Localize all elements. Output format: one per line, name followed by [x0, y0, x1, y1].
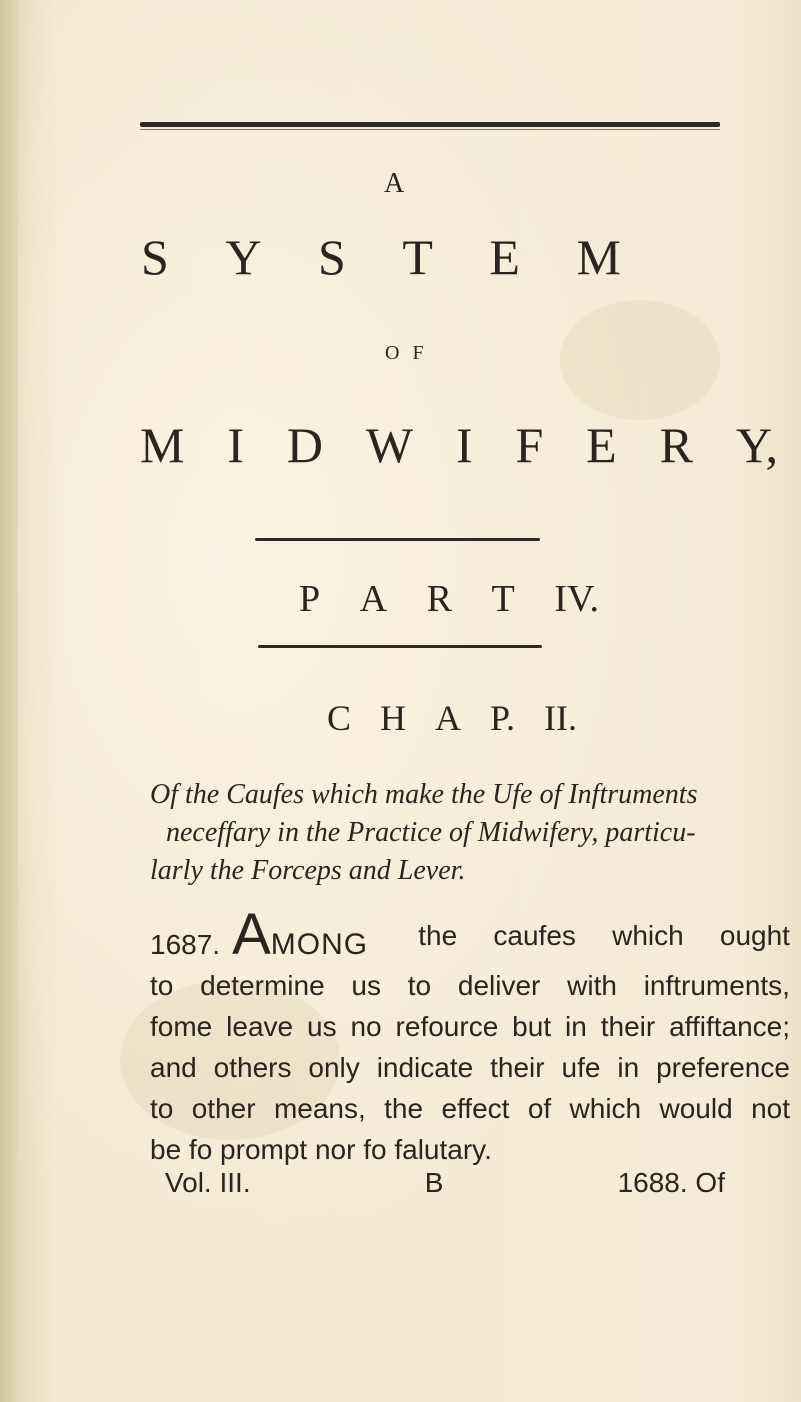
- word: determine: [200, 970, 325, 1001]
- signature-mark: B: [424, 1167, 444, 1198]
- word: fome: [150, 1011, 213, 1042]
- word: indicate: [376, 1052, 474, 1083]
- body-paragraph: [150, 902, 790, 1170]
- body-line: [150, 965, 790, 1006]
- subtitle-line: neceffary in the Practice of Midwifery, particu-: [166, 817, 696, 848]
- chapter-letter: II.: [543, 698, 577, 738]
- title-letter: T: [402, 229, 433, 285]
- word: only: [308, 1052, 360, 1083]
- word: their: [600, 1011, 656, 1042]
- body-line: [150, 1006, 790, 1047]
- word: no: [350, 1011, 382, 1042]
- title-article: A: [384, 168, 405, 199]
- body-line: [150, 1047, 790, 1088]
- chapter-letter: P.: [489, 698, 515, 738]
- paragraph-number: 1687.: [150, 929, 221, 960]
- word: which: [569, 1093, 642, 1124]
- first-word-caps: MONG: [270, 928, 369, 961]
- word: others: [213, 1052, 292, 1083]
- word: the: [418, 920, 458, 951]
- part-letter: A: [359, 578, 388, 620]
- word: ought: [719, 920, 790, 951]
- top-rule: [140, 122, 720, 127]
- word: leave: [226, 1011, 294, 1042]
- title-letter: F: [515, 417, 544, 473]
- title-letter: W: [365, 417, 414, 473]
- title-letter: S: [141, 229, 169, 285]
- title-letter: R: [659, 417, 693, 473]
- page-gutter: [0, 0, 18, 1402]
- body-line-first: [150, 902, 790, 967]
- word: would: [659, 1093, 733, 1124]
- title-of: O F: [385, 342, 428, 364]
- word: deliver: [457, 970, 541, 1001]
- word: affiftance;: [669, 1011, 790, 1042]
- word: the: [384, 1093, 424, 1124]
- word: of: [527, 1093, 552, 1124]
- word: which: [612, 920, 684, 951]
- part-rule-bottom: [258, 645, 542, 648]
- title-letter: E: [489, 229, 520, 285]
- part-letter: IV.: [554, 578, 599, 620]
- word: to: [150, 1093, 174, 1124]
- word: not: [751, 1093, 790, 1124]
- volume-number: Vol. III.: [165, 1167, 251, 1198]
- word: to: [407, 970, 432, 1001]
- word: preference: [656, 1052, 790, 1083]
- part-heading: [299, 580, 599, 618]
- title-letter: I: [227, 417, 244, 473]
- page-footer: [165, 1167, 725, 1199]
- word: in: [617, 1052, 640, 1083]
- drop-cap: A: [232, 902, 271, 967]
- word: in: [565, 1011, 587, 1042]
- title-letter: Y,: [735, 417, 778, 473]
- chapter-letter: C: [327, 698, 352, 738]
- word: to: [150, 970, 174, 1001]
- chapter-subtitle: [150, 776, 790, 890]
- word: other: [191, 1093, 256, 1124]
- paper-stain: [560, 300, 720, 420]
- word: us: [351, 970, 381, 1001]
- word: their: [490, 1052, 545, 1083]
- word: means,: [273, 1093, 366, 1124]
- title-letter: I: [455, 417, 473, 473]
- word: effect: [441, 1093, 510, 1124]
- body-last-line: be fo prompt nor fo falutary.: [150, 1134, 492, 1165]
- title-letter: S: [317, 229, 346, 285]
- top-rule-thin: [140, 129, 720, 130]
- title-letter: E: [586, 417, 617, 473]
- subtitle-line: larly the Forceps and Lever.: [150, 855, 466, 886]
- part-letter: T: [491, 578, 515, 620]
- chapter-letter: H: [380, 698, 406, 738]
- word: but: [512, 1011, 552, 1042]
- chapter-letter: A: [434, 698, 461, 738]
- body-line-last: [150, 1129, 790, 1170]
- title-midwifery: [140, 417, 778, 473]
- part-rule-top: [255, 538, 540, 541]
- word: inftruments,: [643, 970, 790, 1001]
- part-letter: P: [299, 578, 321, 620]
- title-letter: D: [286, 417, 323, 473]
- word: refource: [395, 1011, 499, 1042]
- title-letter: Y: [225, 229, 262, 285]
- chapter-heading: [327, 700, 577, 736]
- body-line: [150, 1088, 790, 1129]
- title-letter: M: [140, 417, 185, 473]
- word: ufe: [561, 1052, 601, 1083]
- word: caufes: [493, 920, 576, 951]
- catchword: 1688. Of: [617, 1167, 725, 1198]
- word: with: [567, 970, 617, 1001]
- part-letter: R: [426, 578, 453, 620]
- word: us: [307, 1011, 337, 1042]
- title-letter: M: [576, 229, 621, 285]
- word: and: [150, 1052, 197, 1083]
- subtitle-line: Of the Caufes which make the Ufe of Inftruments: [150, 779, 698, 810]
- title-system: [141, 229, 621, 285]
